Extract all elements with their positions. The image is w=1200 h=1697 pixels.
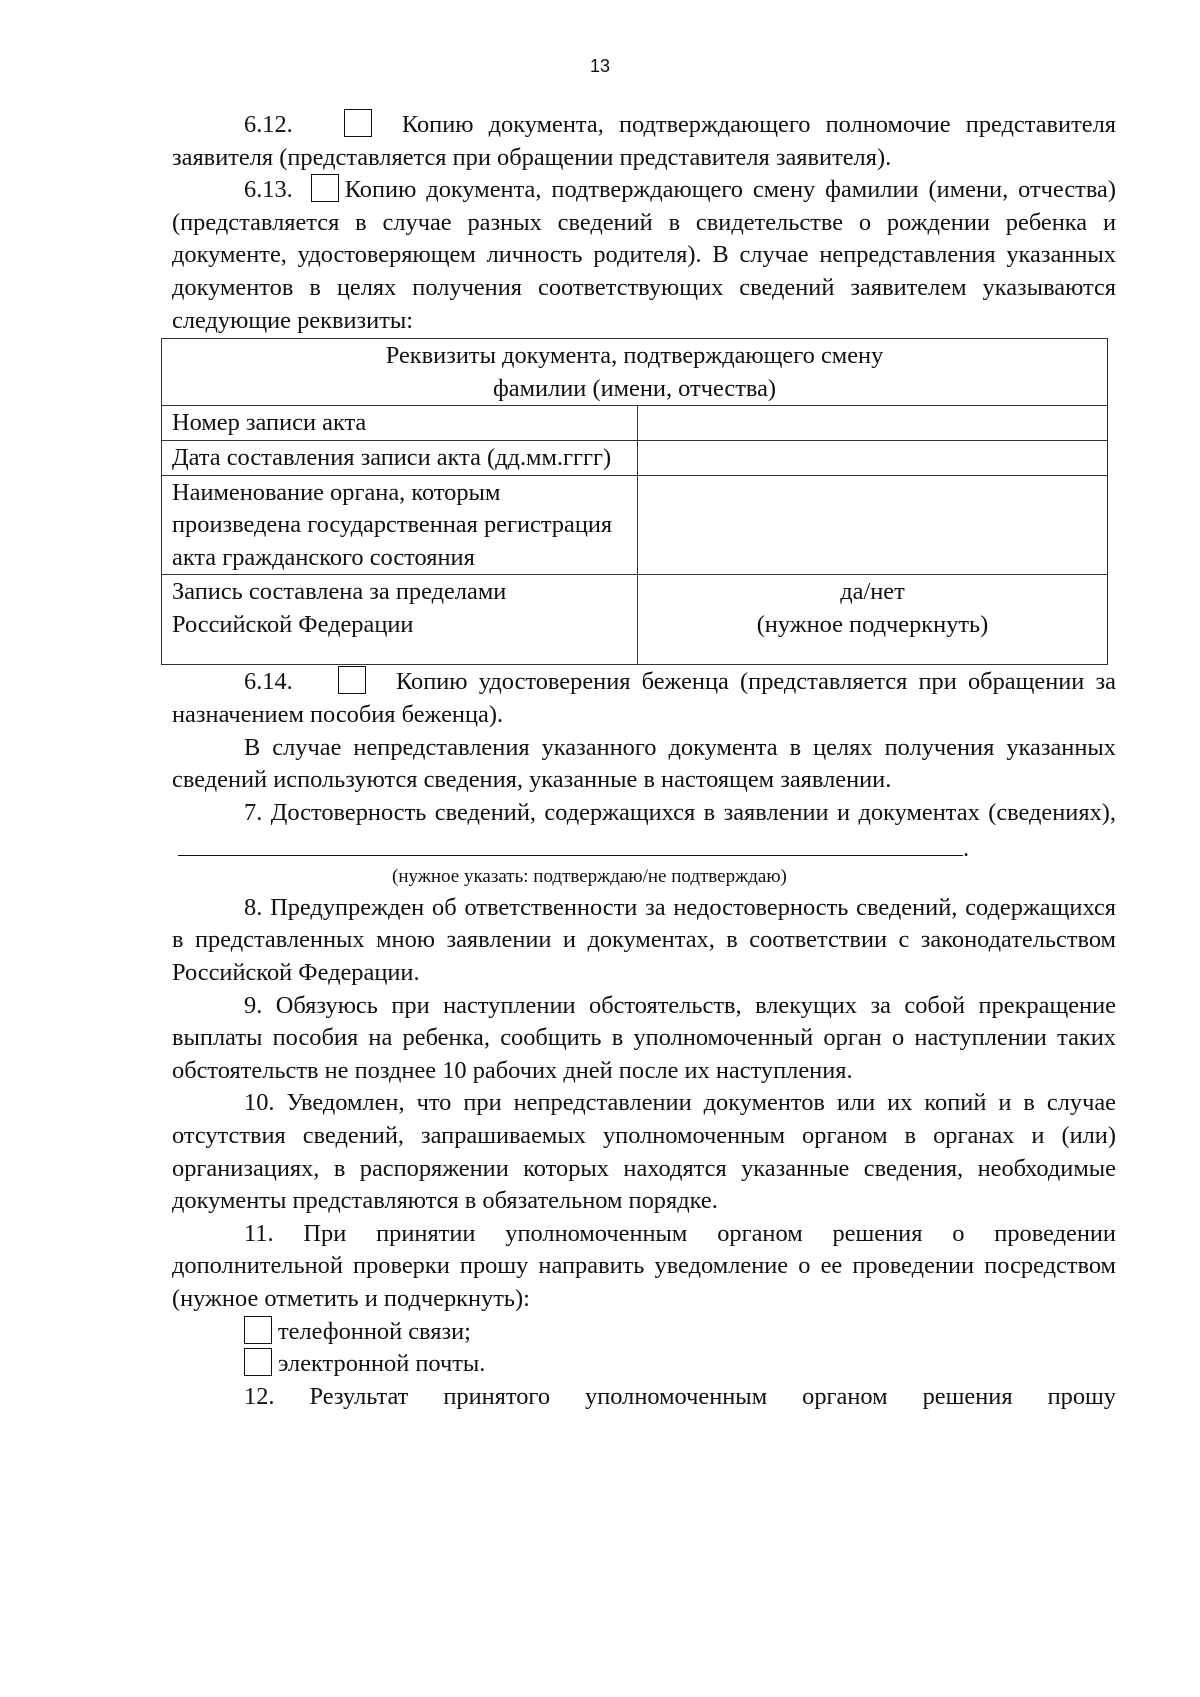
row-label-record-date: Дата составления записи акта (дд.мм.гггг) [162, 440, 638, 475]
item-6-14-note: В случае непредставления указанного документа в целях получения указанных сведений используются сведения, указанные в настоящем заявлении. [172, 733, 1116, 794]
item-6-13-text: Копию документа, подтверждающего смену фамилии (имени, отчества) (представляется в случае разных сведений в свидетельстве о рождении ребенка и документе, удостоверяющем личность родителя). В случае непредставления указанных документов в целях получения соответствующих сведений заявителем указываются следующие реквизиты: [172, 176, 1116, 334]
item-6-13-number: 6.13. [244, 176, 293, 204]
item-6-12 [172, 109, 1116, 174]
item-6-13-checkbox[interactable] [311, 174, 339, 202]
item-9: 9. Обязуюсь при наступлении обстоятельств, влекущих за собой прекращение выплаты пособия на ребенка, сообщить в уполномоченный орган о наступлении таких обстоятельств не позднее 10 рабочих дней после их наступления. [172, 991, 1116, 1084]
abroad-record-field[interactable] [638, 575, 1108, 665]
document-body [172, 109, 1116, 1413]
option-email-checkbox[interactable] [244, 1348, 272, 1376]
requisites-table-header-row [162, 339, 1108, 406]
option-phone-label: телефонной связи; [278, 1317, 471, 1345]
reliability-confirmation-field[interactable] [178, 829, 963, 856]
item-6-14-text: Копию удостоверения беженца (представляется при обращении за назначением пособия беженца). [172, 668, 1116, 728]
option-email-label: электронной почты. [278, 1350, 486, 1378]
item-11: 11. При принятии уполномоченным органом решения о проведении дополнительной проверки прошу направить уведомление о ее проведении посредством (нужное отметить и подчеркнуть): [172, 1219, 1116, 1312]
row-label-abroad-record: Запись составлена за пределами Российской Федерации [162, 575, 638, 665]
item-6-12-number: 6.12. [244, 111, 293, 138]
requisites-table [161, 338, 1108, 665]
table-row [162, 406, 1108, 441]
abroad-record-hint: (нужное подчеркнуть) [756, 610, 989, 638]
table-row [162, 575, 1108, 665]
table-row [162, 475, 1108, 575]
item-6-13 [172, 174, 1116, 337]
option-email [172, 1348, 1116, 1381]
item-8: 8. Предупрежден об ответственности за недостоверность сведений, содержащихся в представленных мною заявлении и документах, в соответствии с законодательством Российской Федерации. [172, 893, 1116, 987]
table-row [162, 440, 1108, 475]
record-number-field[interactable] [638, 406, 1108, 441]
requisites-table-header [162, 339, 1108, 406]
option-phone [172, 1316, 1116, 1349]
requisites-table-header-line2: фамилии (имени, отчества) [492, 374, 777, 402]
requisites-table-header-line1: Реквизиты документа, подтверждающего смену [385, 342, 884, 370]
item-6-14-number: 6.14. [244, 668, 293, 696]
item-12: 12. Результат принятого уполномоченным органом решения прошу [244, 1382, 1116, 1410]
item-6-12-text: Копию документа, подтверждающего полномочие представителя заявителя (представляется при обращении представителя заявителя). [172, 111, 1116, 171]
abroad-record-yes-no[interactable]: да/нет [840, 578, 905, 606]
item-7-end: . [963, 835, 970, 863]
record-date-field[interactable] [638, 440, 1108, 475]
item-6-14-checkbox[interactable] [338, 666, 366, 694]
item-10: 10. Уведомлен, что при непредставлении документов или их копий и в случае отсутствия сведений, запрашиваемых уполномоченным органом в органах и (или) организациях, в распоряжении которых находятся указанные сведения, необходимые документы представляются в обязательном порядке. [172, 1089, 1116, 1215]
item-6-14 [172, 666, 1116, 731]
item-6-12-checkbox[interactable] [344, 109, 372, 137]
registration-authority-field[interactable] [638, 475, 1108, 575]
row-label-registration-authority: Наименование органа, которым произведена государственная регистрация акта гражданского состояния [162, 475, 638, 575]
option-phone-checkbox[interactable] [244, 1316, 272, 1344]
page-number: 13 [589, 56, 611, 76]
item-7-hint: (нужное указать: подтверждаю/не подтверждаю) [392, 865, 787, 887]
item-7 [172, 797, 1116, 866]
item-7-text: 7. Достоверность сведений, содержащихся в заявлении и документах (сведениях), [244, 798, 1116, 826]
row-label-record-number: Номер записи акта [162, 406, 638, 441]
